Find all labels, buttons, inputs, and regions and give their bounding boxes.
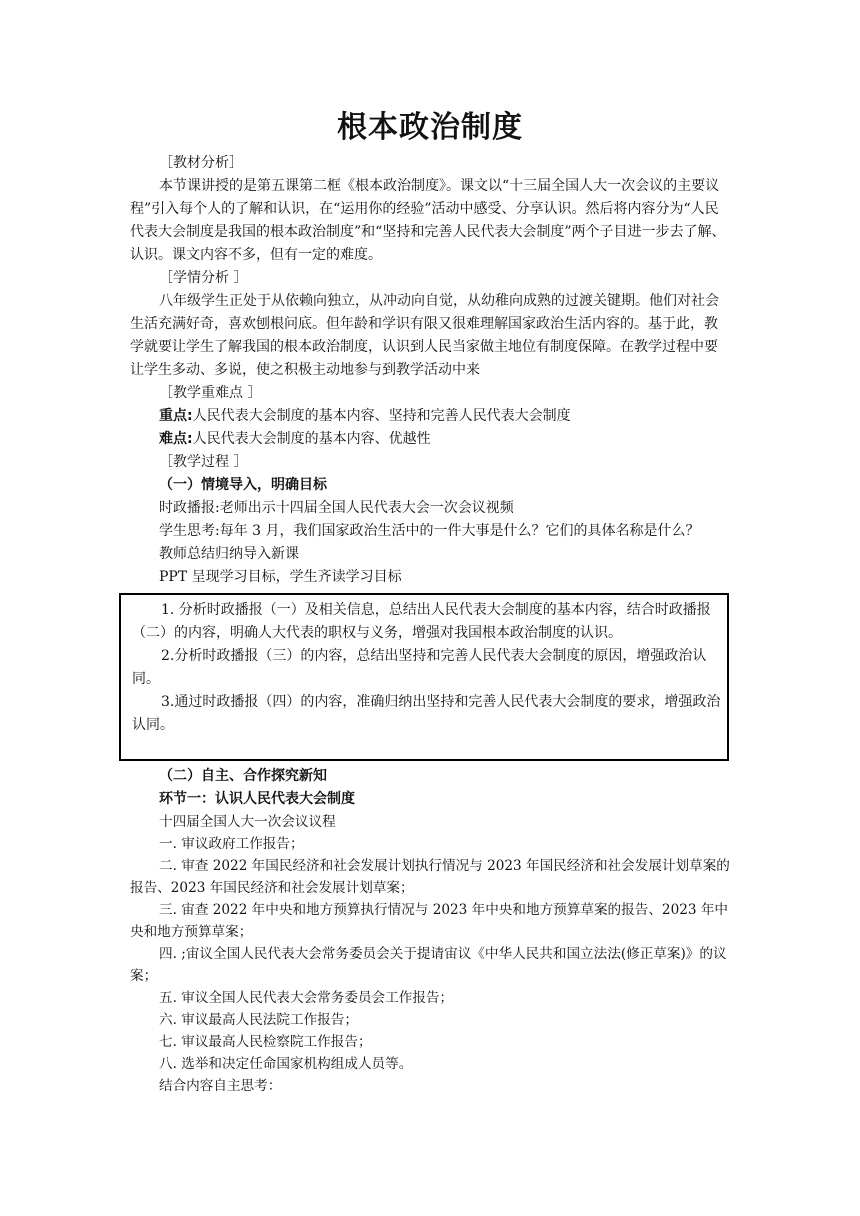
step1-line: 时政播报:老师出示十四届全国人民代表大会一次会议视频 [159, 500, 514, 516]
agenda-item: 四. ;宙议全国人民代表大会常务委员会关于提请宙议《中华人民共和国立法法(修正草案)》的议案； [130, 946, 727, 984]
step1-line: 学生思考:每年 3 月，我们国家政治生活中的一件大事是什么？它们的具体名称是什么？ [159, 523, 700, 539]
agenda-item: 三. 宙查 2022 年中央和地方预算执行情况与 2023 年中央和地方预算草案的报告、2023 年中央和地方预算草案； [130, 902, 729, 940]
closing-prompt: 结合内容自主思考： [159, 1078, 282, 1094]
step1-line: PPT 呈现学习目标，学生齐读学习目标 [159, 569, 402, 585]
difficult-point [130, 428, 730, 451]
step1-line: 教师总结归纳导入新课 [159, 546, 299, 562]
agenda-item: 七. 审议最高人民检察院工作报告； [159, 1034, 372, 1050]
key-difficulty-heading: ［教学重难点 ］ [159, 385, 262, 401]
link1-heading: 环节一：认识人民代表大会制度 [159, 791, 355, 807]
agenda-title: 十四届全国人大一次会议议程 [159, 814, 336, 830]
student-text: 八年级学生正处于从依赖向独立，从冲动向自觉，从幼稚向成熟的过渡关键期。他们对社会生活充满好奇，喜欢刨根问底。但年龄和学识有限又很难理解国家政治生活内容的。基于此，教学就要让学生了解我国的根本政治制度，认识到人民当家做主地位有制度保障。在教学过程中要让学生多动、多说，使之积极主动地参与到教学活动中来 [130, 293, 719, 378]
textbook-heading: ［教材分析］ [159, 155, 243, 171]
page-title: 根本政治制度 [337, 110, 523, 145]
agenda-item: 八. 选举和决定任命国家机构组成人员等。 [159, 1056, 413, 1072]
goal-item: 1. 分析时政播报（一）及相关信息，总结出人民代表大会制度的基本内容，结合时政播报（二）的内容，明确人大代表的职权与义务，增强对我国根本政治制度的认识。 [132, 602, 711, 641]
agenda-item: 二. 审查 2022 年国民经济和社会发展计划执行情况与 2023 年国民经济和社会发展计划草案的报告、2023 年国民经济和社会发展计划草案； [130, 858, 730, 896]
agenda-list [130, 811, 730, 1097]
goal-item: 3.通过时政播报（四）的内容，准确归纳出坚持和完善人民代表大会制度的要求，增强政治认同。 [132, 694, 721, 733]
difficult-text: 人民代表大会制度的基本内容、优越性 [192, 431, 431, 447]
key-label: 重点: [159, 408, 193, 424]
goal-item: 2.分析时政播报（三）的内容，总结出坚持和完善人民代表大会制度的原因，增强政治认同。 [132, 648, 707, 687]
learning-goals-box [119, 593, 729, 761]
document-body [130, 106, 730, 1097]
agenda-item: 六. 审议最高人民法院工作报告； [159, 1012, 358, 1028]
difficult-label: 难点: [159, 431, 193, 447]
agenda-item: 五. 审议全国人民代表大会常务委员会工作报告； [159, 990, 454, 1006]
key-text: 人民代表大会制度的基本内容、坚持和完善人民代表大会制度 [192, 408, 571, 424]
agenda-item: 一. 审议政府工作报告； [159, 836, 304, 852]
process-heading: ［教学过程 ］ [159, 454, 248, 470]
step2-heading: （二）自主、合作探究新知 [159, 768, 327, 784]
student-heading: ［学情分析 ］ [159, 270, 248, 286]
step1-heading: （一）情境导入，明确目标 [159, 477, 327, 493]
key-point [130, 405, 730, 428]
textbook-text: 本节课讲授的是第五课第二框《根本政治制度》。课文以“十三届全国人大一次会议的主要议程”引入每个人的了解和认识，在“运用你的经验”活动中感受、分享认识。然后将内容分为“人民代表大会制度是我国的根本政治制度”和“坚持和完善人民代表大会制度”两个子目进一步去了解、认识。课文内容不多，但有一定的难度。 [130, 178, 726, 263]
